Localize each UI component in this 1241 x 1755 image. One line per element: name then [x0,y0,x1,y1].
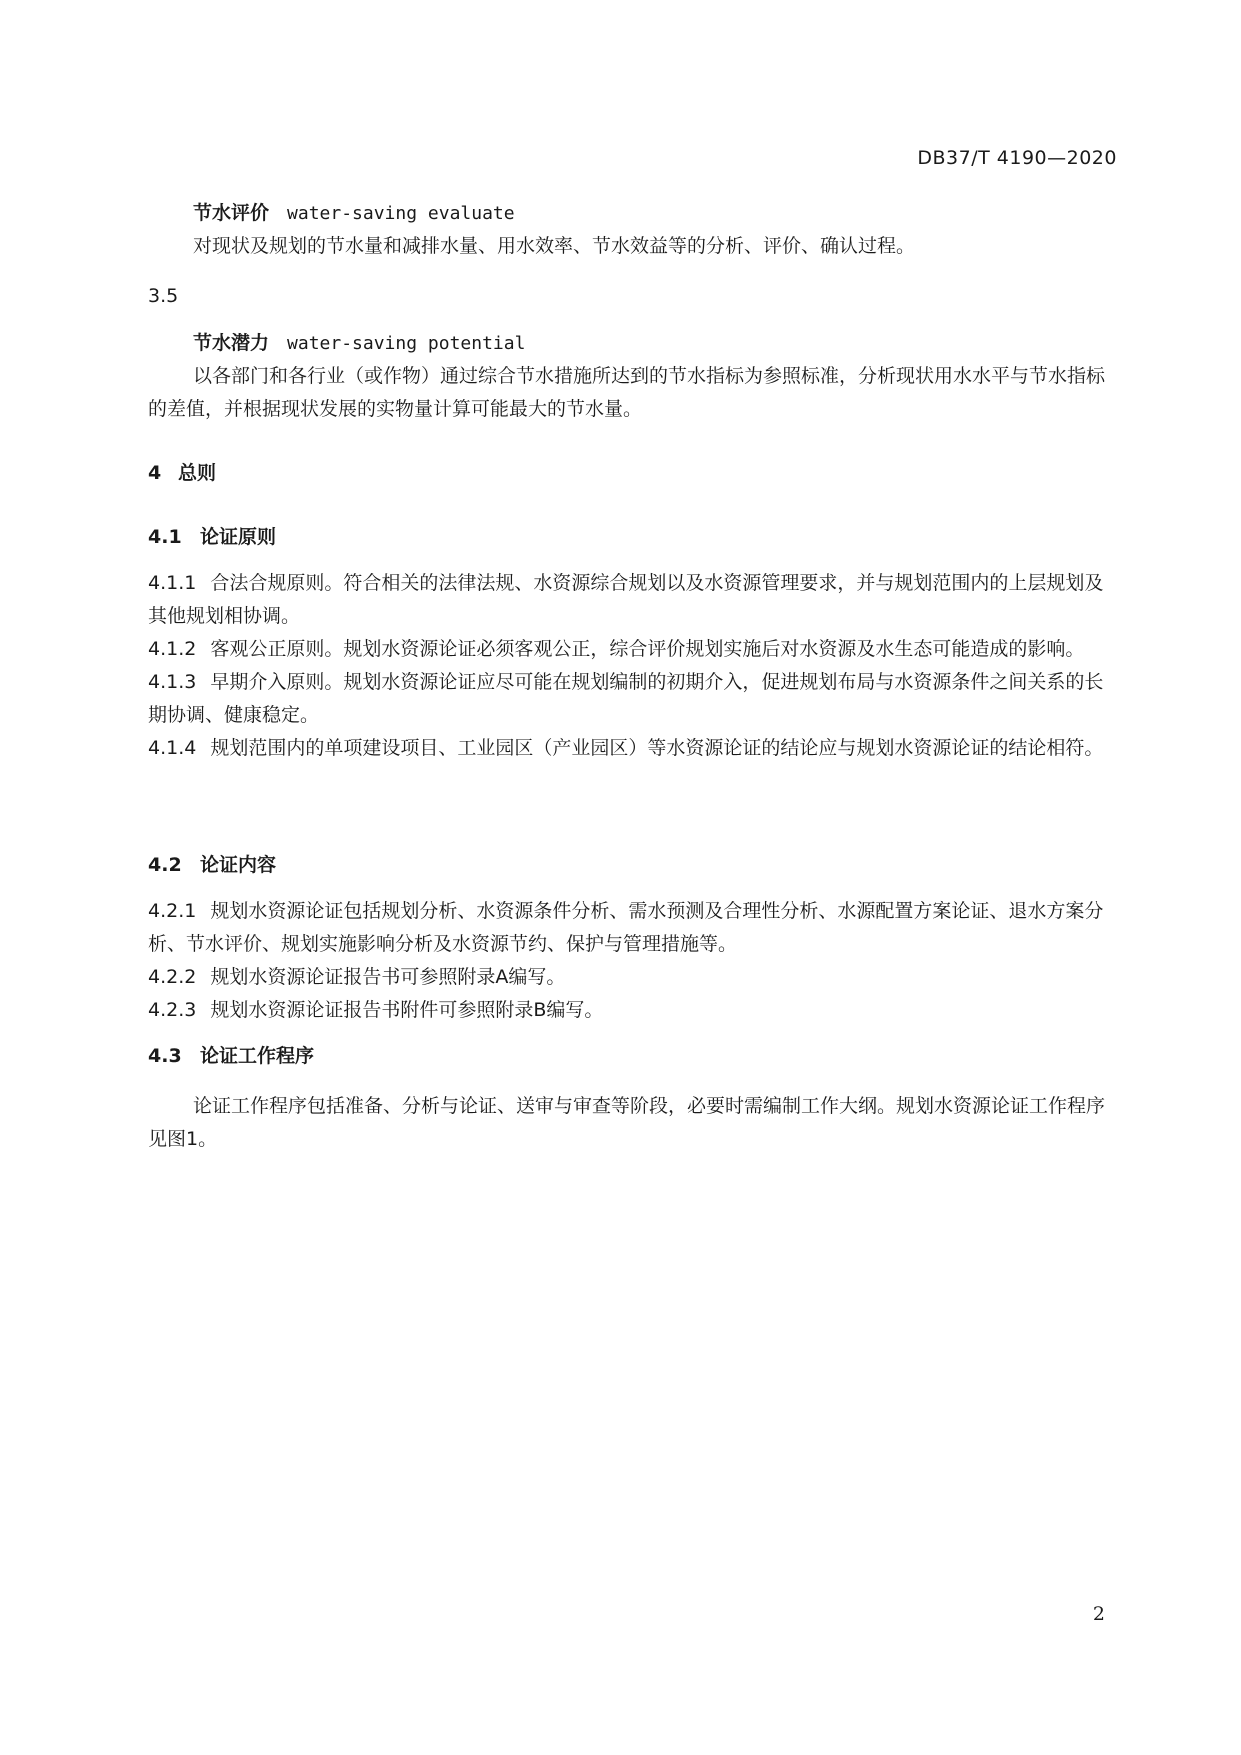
clause-text: 规划水资源论证包括规划分析、水资源条件分析、需水预测及合理性分析、水源配置方案论证、退水方案分析、节水评价、规划实施影响分析及水资源节约、保护与管理措施等。 [148,900,1104,955]
clause-number: 4.1.1 [148,572,197,594]
subsection-title: 论证原则 [200,526,277,548]
section-title: 总则 [178,462,217,484]
clause-number: 4.1.2 [148,638,197,660]
clause-text: 早期介入原则。规划水资源论证应尽可能在规划编制的初期介入，促进规划布局与水资源条件之间关系的长期协调、健康稳定。 [148,671,1104,726]
clause [148,961,1114,994]
section-heading [148,457,1114,490]
subsection-title: 论证内容 [200,854,277,876]
term-title [148,197,1114,230]
term-title-cn: 节水潜力 [193,332,270,354]
subsection-title: 论证工作程序 [200,1045,315,1067]
clause [148,666,1114,732]
clause [148,994,1114,1027]
section-number: 4 [148,462,162,484]
clause-text: 客观公正原则。规划水资源论证必须客观公正，综合评价规划实施后对水资源及水生态可能造成的影响。 [210,638,1085,660]
subsection-heading [148,849,1114,882]
clause-number: 4.2.3 [148,999,197,1021]
clause-list [148,567,1114,765]
subsection-number: 4.2 [148,854,182,876]
clause-text: 合法合规原则。符合相关的法律法规、水资源综合规划以及水资源管理要求，并与规划范围内的上层规划及其他规划相协调。 [148,572,1104,627]
document-code: DB37/T 4190—2020 [917,147,1117,169]
term-water-saving-potential [148,327,1114,426]
clause-number: 4.1.4 [148,737,197,759]
clause [148,633,1114,666]
clause [148,895,1114,961]
clause-list [148,895,1114,1027]
clause-number: 4.2.2 [148,966,197,988]
term-water-saving-evaluate [148,197,1114,263]
clause [148,567,1114,633]
paragraph: 论证工作程序包括准备、分析与论证、送审与审查等阶段，必要时需编制工作大纲。规划水资源论证工作程序见图1。 [148,1095,1106,1150]
clause-number: 4.1.3 [148,671,197,693]
subsection-heading [148,521,1114,554]
subsection-heading [148,1040,1114,1073]
subsection-number: 4.1 [148,526,182,548]
clause-text: 规划范围内的单项建设项目、工业园区（产业园区）等水资源论证的结论应与规划水资源论证的结论相符。 [210,737,1104,759]
term-number: 3.5 [148,285,179,307]
subsection-number: 4.3 [148,1045,182,1067]
clause-text: 规划水资源论证报告书可参照附录A编写。 [210,966,566,988]
term-definition: 以各部门和各行业（或作物）通过综合节水措施所达到的节水指标为参照标准，分析现状用水水平与节水指标的差值，并根据现状发展的实物量计算可能最大的节水量。 [148,365,1106,420]
term-title [148,327,1114,360]
term-definition: 对现状及规划的节水量和减排水量、用水效率、节水效益等的分析、评价、确认过程。 [193,235,916,257]
term-title-cn: 节水评价 [193,202,270,224]
page-number: 2 [1092,1603,1105,1625]
clause [148,732,1114,765]
term-title-en: water-saving potential [287,333,526,354]
term-title-en: water-saving evaluate [287,203,515,224]
clause-number: 4.2.1 [148,900,197,922]
clause-text: 规划水资源论证报告书附件可参照附录B编写。 [210,999,604,1021]
